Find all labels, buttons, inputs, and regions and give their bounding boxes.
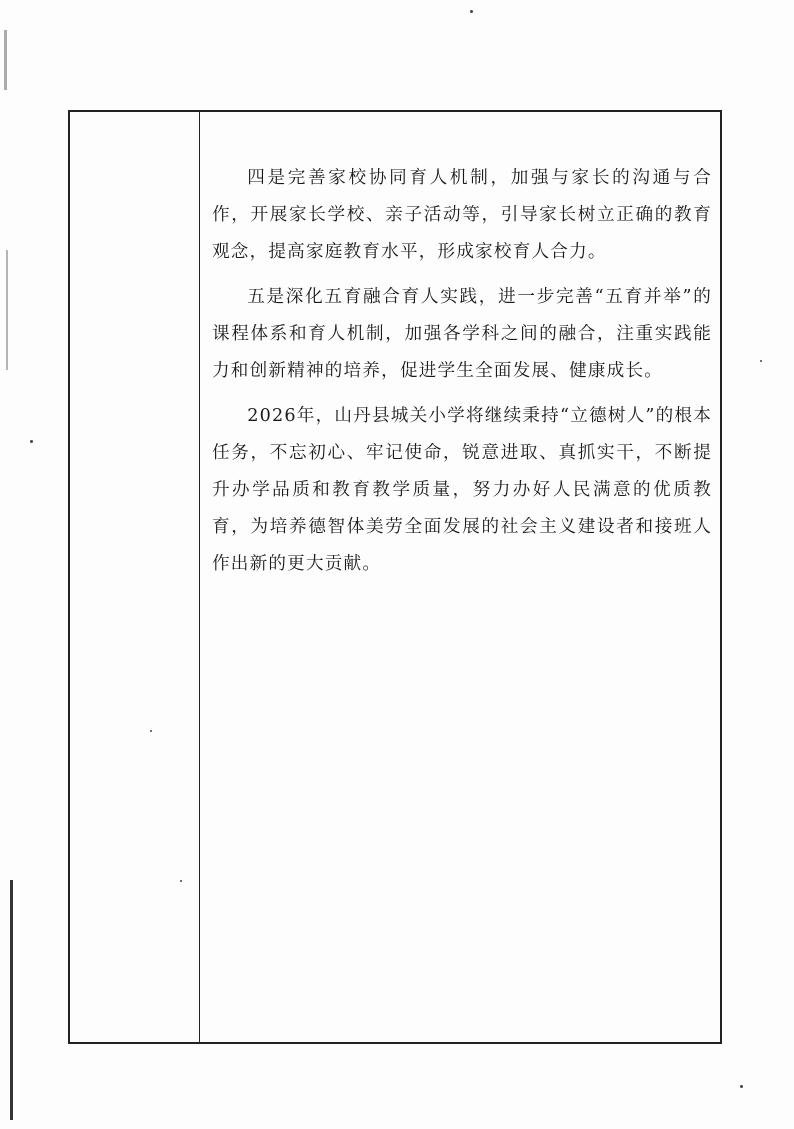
dust-speck	[740, 1085, 743, 1088]
table-left-column	[70, 112, 200, 1042]
paragraph-parent-collaboration: 四是完善家校协同育人机制，加强与家长的沟通与合作，开展家长学校、亲子活动等，引导家长树立正确的教育观念，提高家庭教育水平，形成家校育人合力。	[212, 168, 712, 262]
table-frame	[68, 110, 722, 1044]
dust-speck	[30, 440, 33, 443]
scan-edge-mark-bottom	[10, 880, 13, 1120]
document-body	[212, 160, 712, 591]
scan-edge-mark-top	[4, 30, 7, 90]
dust-speck	[470, 10, 473, 13]
paragraph-five-education-integration: 五是深化五育融合育人实践，进一步完善“五育并举”的课程体系和育人机制，加强各学科之间的融合，注重实践能力和创新精神的培养，促进学生全面发展、健康成长。	[212, 287, 712, 381]
paragraph-2026-outlook: 2026年，山丹县城关小学将继续秉持“立德树人”的根本任务，不忘初心、牢记使命，锐意进取、真抓实干，不断提升办学品质和教育教学质量，努力办好人民满意的优质教育，为培养德智体美劳全面发展的社会主义建设者和接班人作出新的更大贡献。	[212, 406, 712, 574]
dust-speck	[760, 360, 762, 362]
scan-edge-mark-middle	[6, 250, 8, 370]
